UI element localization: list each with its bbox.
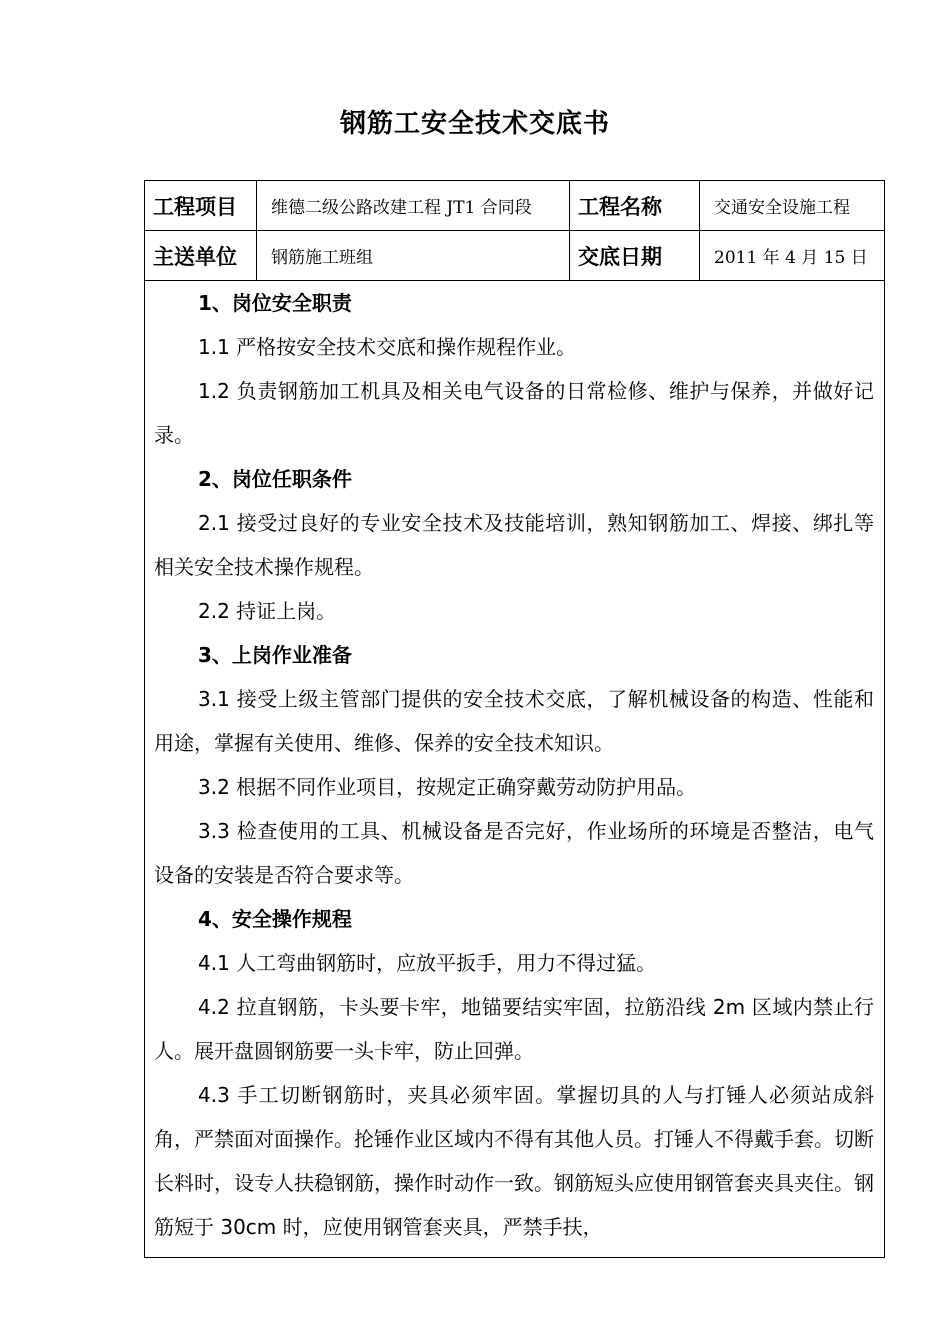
content-paragraph: 1.1 严格按安全技术交底和操作规程作业。: [198, 335, 577, 359]
project-label: 工程项目: [145, 181, 257, 230]
unit-label: 主送单位: [145, 231, 257, 280]
section-heading: 2、岗位任职条件: [198, 467, 352, 491]
content-paragraph: 4.2 拉直钢筋，卡头要卡牢，地锚要结实牢固，拉筋沿线 2m 区域内禁止行人。展开盘圆钢筋要一头卡牢，防止回弹。: [154, 995, 874, 1063]
section-heading: 4、安全操作规程: [198, 907, 352, 931]
unit-value: 钢筋施工班组: [257, 231, 570, 280]
project-name-value: 交通安全设施工程: [714, 198, 850, 218]
content-paragraph: 4.1 人工弯曲钢筋时，应放平扳手，用力不得过猛。: [198, 951, 657, 975]
content-paragraph: 3.2 根据不同作业项目，按规定正确穿戴劳动防护用品。: [198, 775, 697, 799]
project-value: 维德二级公路改建工程 JT1 合同段: [257, 181, 570, 230]
header-row-unit: [145, 231, 884, 281]
disclosure-table: [144, 180, 885, 1258]
date-value: 2011 年 4 月 15 日: [714, 248, 868, 268]
content-paragraph: 1.2 负责钢筋加工机具及相关电气设备的日常检修、维护与保养，并做好记录。: [154, 379, 874, 447]
content-paragraph: 2.1 接受过良好的专业安全技术及技能培训，熟知钢筋加工、焊接、绑扎等相关安全技术操作规程。: [154, 511, 874, 579]
header-row-project: [145, 181, 884, 231]
content-paragraph: 2.2 持证上岗。: [198, 599, 337, 623]
content-paragraph: 3.1 接受上级主管部门提供的安全技术交底，了解机械设备的构造、性能和用途，掌握有关使用、维修、保养的安全技术知识。: [154, 687, 874, 755]
page-title: 钢筋工安全技术交底书: [339, 109, 610, 139]
section-heading: 1、岗位安全职责: [198, 291, 352, 315]
section-heading: 3、上岗作业准备: [198, 643, 352, 667]
disclosure-content: [145, 281, 884, 1249]
project-name-label: 工程名称: [570, 181, 700, 230]
content-paragraph: 4.3 手工切断钢筋时，夹具必须牢固。掌握切具的人与打锤人必须站成斜角，严禁面对面操作。抡锤作业区域内不得有其他人员。打锤人不得戴手套。切断长料时，设专人扶稳钢筋，操作时动作一致。钢筋短头应使用钢管套夹具夹住。钢筋短于 30cm 时，应使用钢管套夹具，严禁手扶，: [154, 1083, 874, 1239]
content-paragraph: 3.3 检查使用的工具、机械设备是否完好，作业场所的环境是否整洁，电气设备的安装是否符合要求等。: [154, 819, 874, 887]
date-label: 交底日期: [570, 231, 700, 280]
